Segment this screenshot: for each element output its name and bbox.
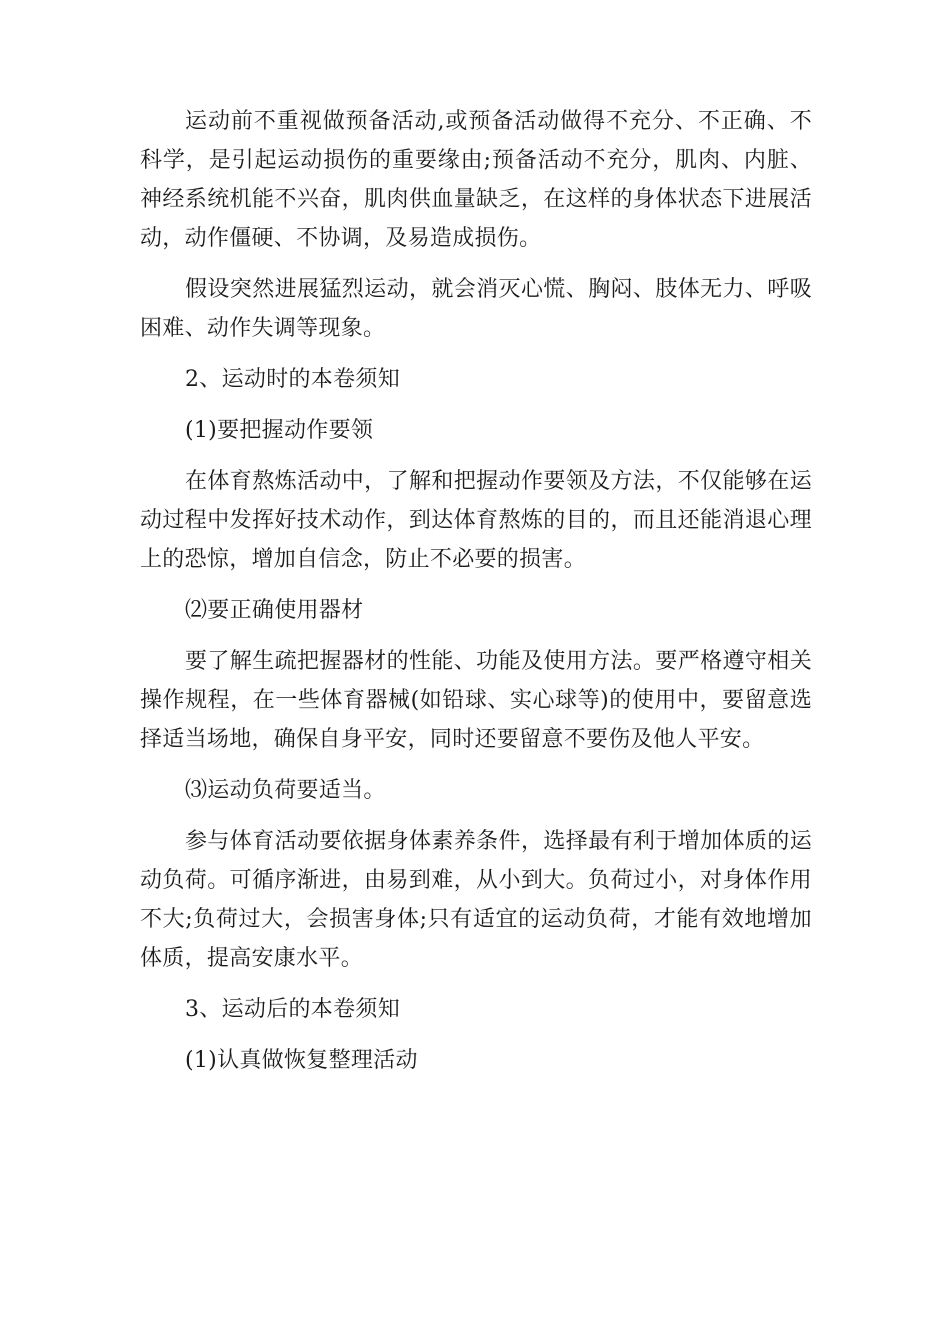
section-heading-during-exercise: 2、运动时的本卷须知	[185, 367, 400, 392]
paragraph-exercise-load: 参与体育活动要依据身体素养条件，选择最有利于增加体质的运动负荷。可循序渐进，由易到难，从小到大。负荷过小，对身体作用不大;负荷过大，会损害身体;只有适宜的运动负荷，才能有效地增加体质，提高安康水平。	[140, 829, 812, 971]
subheading-cooldown: (1)认真做恢复整理活动	[185, 1048, 418, 1073]
document-body	[140, 102, 812, 1092]
subheading-master-technique: (1)要把握动作要领	[185, 418, 374, 443]
subheading-equipment-use: ⑵要正确使用器材	[185, 598, 364, 623]
paragraph-equipment-use: 要了解生疏把握器材的性能、功能及使用方法。要严格遵守相关操作规程，在一些体育器械(如铅球、实心球等)的使用中，要留意选择适当场地，确保自身平安，同时还要留意不要伤及他人平安。	[140, 649, 812, 752]
subheading-exercise-load: ⑶运动负荷要适当。	[185, 778, 386, 803]
section-heading-after-exercise: 3、运动后的本卷须知	[185, 997, 400, 1022]
paragraph-master-technique: 在体育熬炼活动中，了解和把握动作要领及方法，不仅能够在运动过程中发挥好技术动作，到达体育熬炼的目的，而且还能消退心理上的恐惊，增加自信念，防止不必要的损害。	[140, 469, 812, 572]
paragraph-warmup-importance: 运动前不重视做预备活动,或预备活动做得不充分、不正确、不科学，是引起运动损伤的重要缘由;预备活动不充分，肌肉、内脏、神经系统机能不兴奋，肌肉供血量缺乏，在这样的身体状态下进展活动，动作僵硬、不协调，及易造成损伤。	[140, 109, 812, 251]
paragraph-sudden-exercise: 假设突然进展猛烈运动，就会消灭心慌、胸闷、肢体无力、呼吸困难、动作失调等现象。	[140, 277, 812, 341]
